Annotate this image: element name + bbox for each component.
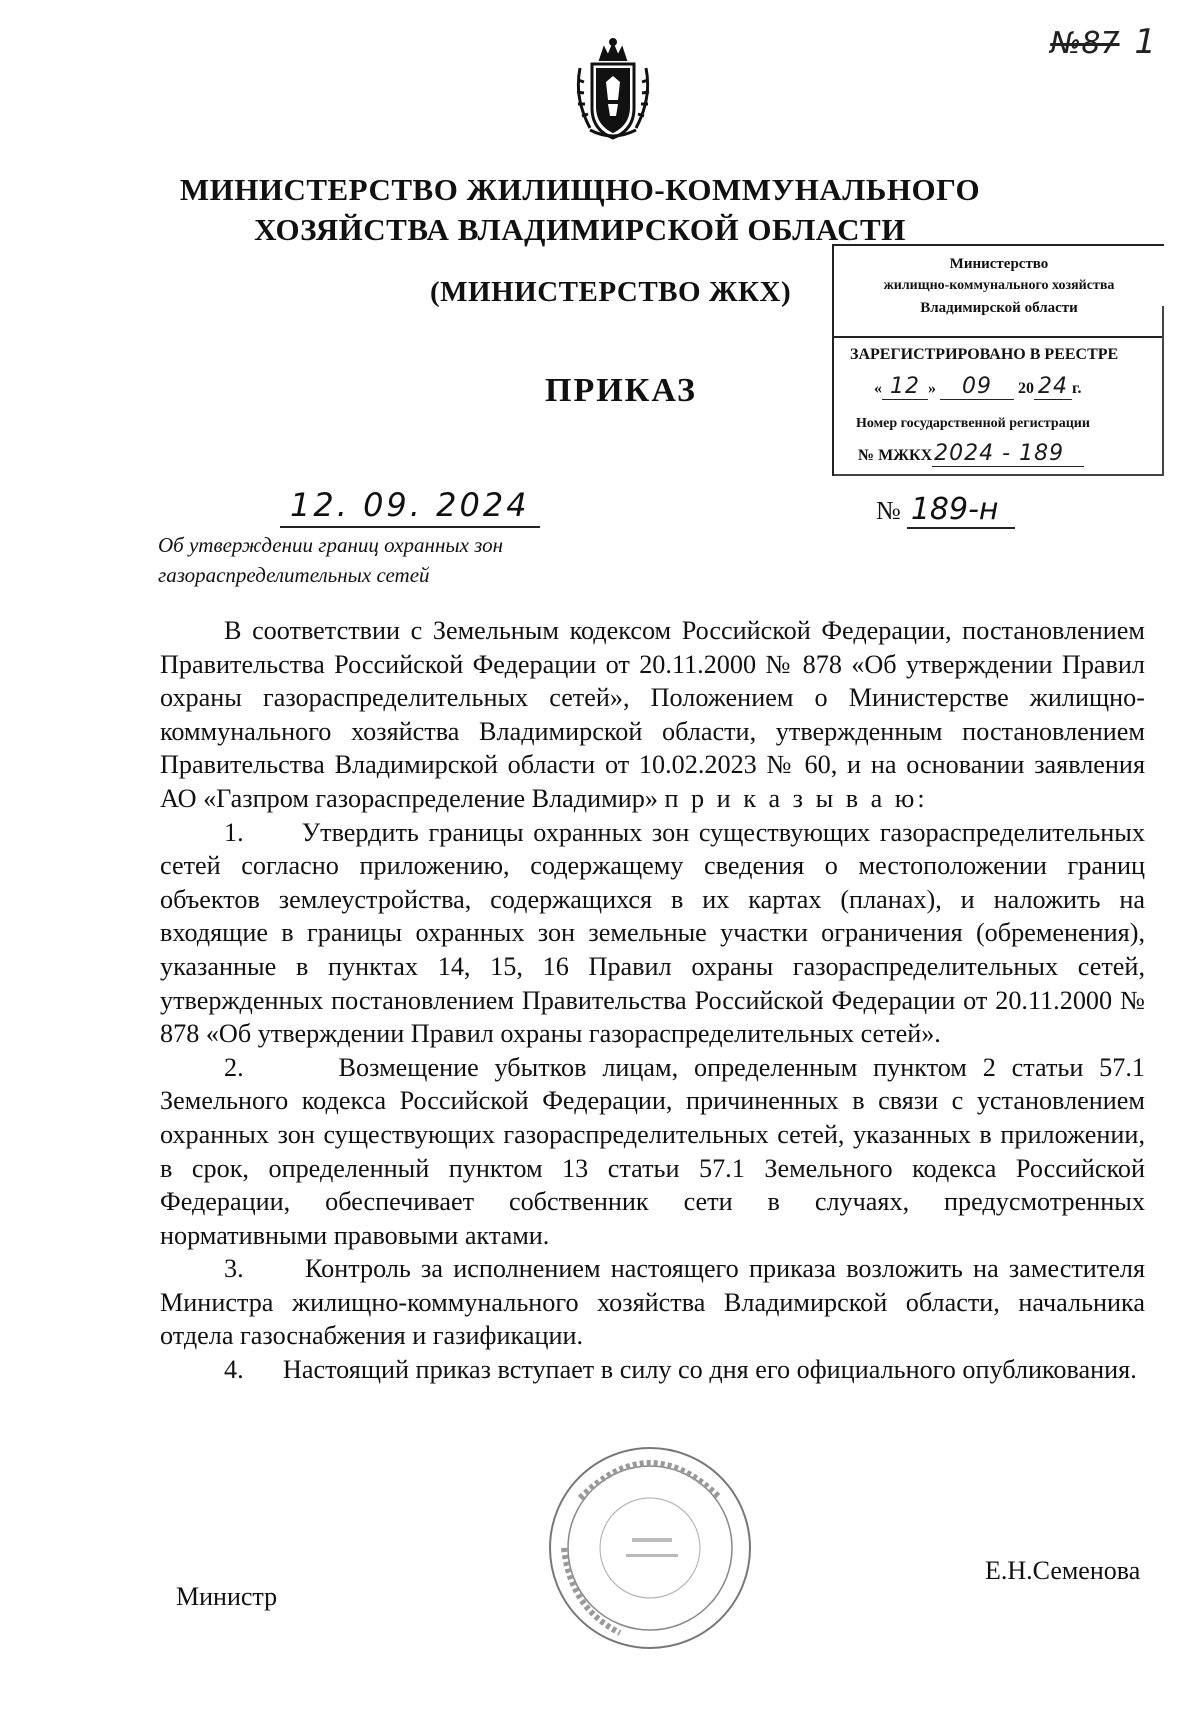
current-page-number: 1 — [1134, 22, 1156, 62]
stamp-date-day: 12 — [882, 374, 928, 400]
ministry-short-name: (МИНИСТЕРСТВО ЖКХ) — [430, 276, 792, 308]
order-date: 12. 09. 2024 — [280, 486, 540, 528]
signature-title: Министр — [176, 1582, 278, 1611]
registration-stamp — [832, 244, 1164, 476]
stamp-line2: жилищно-коммунального хозяйства — [883, 278, 1115, 293]
preamble-paragraph — [160, 614, 1145, 816]
document-type-title: ПРИКАЗ — [545, 372, 697, 409]
stamp-gos-reg-number — [858, 441, 1084, 466]
stamp-number-value: 2024 - 189 — [932, 441, 1084, 467]
stamp-registered-label: ЗАРЕГИСТРИРОВАНО В РЕЕСТРЕ — [850, 346, 1119, 363]
ministry-name-line2: ХОЗЯЙСТВА ВЛАДИМИРСКОЙ ОБЛАСТИ — [254, 212, 906, 247]
struck-page-number: №87 — [1050, 26, 1120, 61]
order-item-3: 3. Контроль за исполнением настоящего приказа возложить на заместителя Министра жилищно-коммунального хозяйства Владимирской области, начальника отдела газоснабжения и газификации. — [160, 1254, 1152, 1351]
ministry-name-line1: МИНИСТЕРСТВО ЖИЛИЩНО-КОММУНАЛЬНОГО — [179, 172, 981, 207]
order-body — [160, 614, 1152, 1387]
stamp-divider — [834, 336, 1164, 338]
stamp-number-prefix: № МЖКХ — [858, 447, 933, 464]
stamp-bottom-edge — [834, 474, 1164, 476]
stamp-gos-reg-label: Номер государственной регистрации — [856, 416, 1090, 431]
order-number — [876, 492, 1015, 527]
order-number-value: 189-н — [907, 492, 1015, 529]
stamp-date-quote-open: « — [874, 380, 882, 397]
preamble-text: В соответствии с Земельным кодексом Российской Федерации, постановлением Правительства Российской Федерации от 20.11.2000 № 878 «Об утверждении Правил охраны газораспределительных сетей», Положением о Министерстве жилищно-коммунального хозяйства Владимирской области, утвержденным постановлением Правительства Владимирской области от 10.02.2023 № 60, и на основании заявления АО «Газпром газораспределение Владимир» — [160, 616, 1145, 813]
order-item-4: 4. Настоящий приказ вступает в силу со дня его официального опубликования. — [224, 1355, 1137, 1385]
stamp-line3: Владимирской области — [920, 300, 1078, 316]
preamble-order-word: п р и к а з ы в а ю: — [664, 783, 928, 813]
order-item-2: 2. Возмещение убытков лицам, определенным пунктом 2 статьи 57.1 Земельного кодекса Российской Федерации, причиненных в связи с установлением охранных зон существующих газораспределительных сетей, указанных в приложении, в срок, определенный пунктом 13 статьи 57.1 Земельного кодекса Российской Федерации, обеспечивает собственник сети в случаях, предусмотренных нормативными правовыми актами. — [160, 1052, 1152, 1250]
page-number — [1050, 22, 1156, 62]
stamp-right-edge — [1162, 306, 1164, 476]
stamp-date-g: г. — [1072, 380, 1082, 397]
stamp-date-month: 09 — [940, 374, 1014, 400]
official-seal-icon — [540, 1438, 760, 1658]
coat-of-arms-icon — [570, 38, 656, 142]
stamp-date-year-prefix: 20 — [1018, 380, 1034, 397]
stamp-date-quote-close: » — [928, 380, 936, 397]
order-subject: Об утверждении границ охранных зон газораспределительных сетей — [158, 533, 504, 587]
stamp-registration-date — [874, 374, 1081, 399]
ministry-name — [150, 170, 1010, 250]
signature-name: Е.Н.Семенова — [985, 1556, 1141, 1585]
order-item-1: 1. Утвердить границы охранных зон существующих газораспределительных сетей согласно приложению, содержащему сведения о местоположении границ объектов землеустройства, содержащихся в их картах (планах), и наложить на входящие в границы охранных зон земельные участки ограничения (обременения), указанные в пунктах 14, 15, 16 Правил охраны газораспределительных сетей, утвержденных постановлением Правительства Российской Федерации от 20.11.2000 № 878 «Об утверждении Правил охраны газораспределительных сетей». — [160, 817, 1152, 1049]
order-number-label: № — [876, 496, 901, 525]
stamp-line1: Министерство — [949, 256, 1049, 272]
stamp-date-year-suffix: 24 — [1034, 374, 1072, 400]
